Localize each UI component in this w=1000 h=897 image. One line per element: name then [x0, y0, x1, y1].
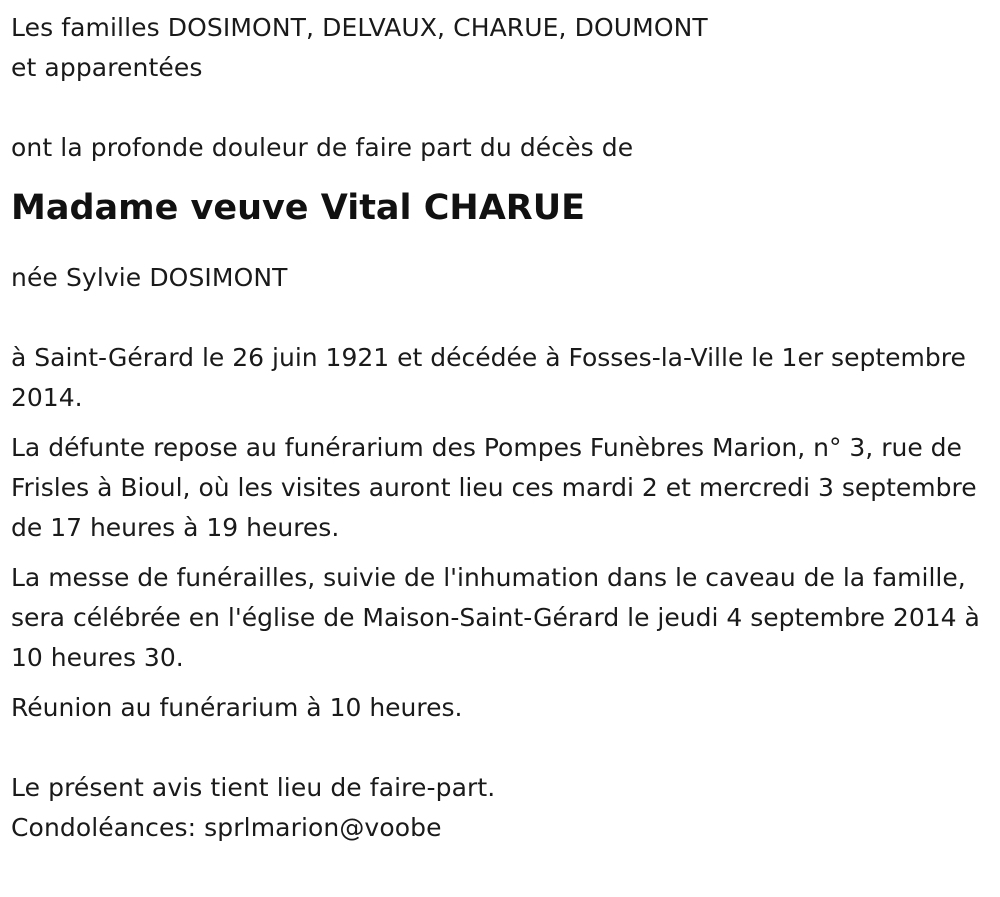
condolences-line: Condoléances: sprlmarion@voobe — [11, 813, 442, 842]
birth-death-paragraph: à Saint-Gérard le 26 juin 1921 et décédée à Fosses-la-Ville le 1er septembre 2014. — [11, 343, 966, 412]
spacer — [11, 298, 991, 338]
deceased-name: Madame veuve Vital CHARUE — [11, 188, 586, 228]
repose-paragraph: La défunte repose au funérarium des Pompes Funèbres Marion, n° 3, rue de Frisles à Bioul, où les visites auront lieu ces mardi 2 et mercredi 3 septembre de 17 heures à 19 heures. — [11, 433, 977, 542]
obituary-notice — [11, 8, 991, 848]
spacer — [11, 548, 991, 558]
announcement-text: ont la profonde douleur de faire part du décès de — [11, 133, 634, 162]
spacer — [11, 418, 991, 428]
reunion-paragraph: Réunion au funérarium à 10 heures. — [11, 693, 463, 722]
spacer — [11, 88, 991, 128]
funeral-paragraph: La messe de funérailles, suivie de l'inhumation dans le caveau de la famille, sera célébrée en l'église de Maison-Saint-Gérard le jeudi 4 septembre 2014 à 10 heures 30. — [11, 563, 980, 672]
spacer — [11, 248, 991, 258]
closing-line-1: Le présent avis tient lieu de faire-part. — [11, 773, 496, 802]
spacer — [11, 678, 991, 688]
families-line-1: Les familles DOSIMONT, DELVAUX, CHARUE, DOUMONT — [11, 13, 708, 42]
spacer — [11, 728, 991, 768]
maiden-name: née Sylvie DOSIMONT — [11, 263, 288, 292]
families-line-2: et apparentées — [11, 53, 203, 82]
